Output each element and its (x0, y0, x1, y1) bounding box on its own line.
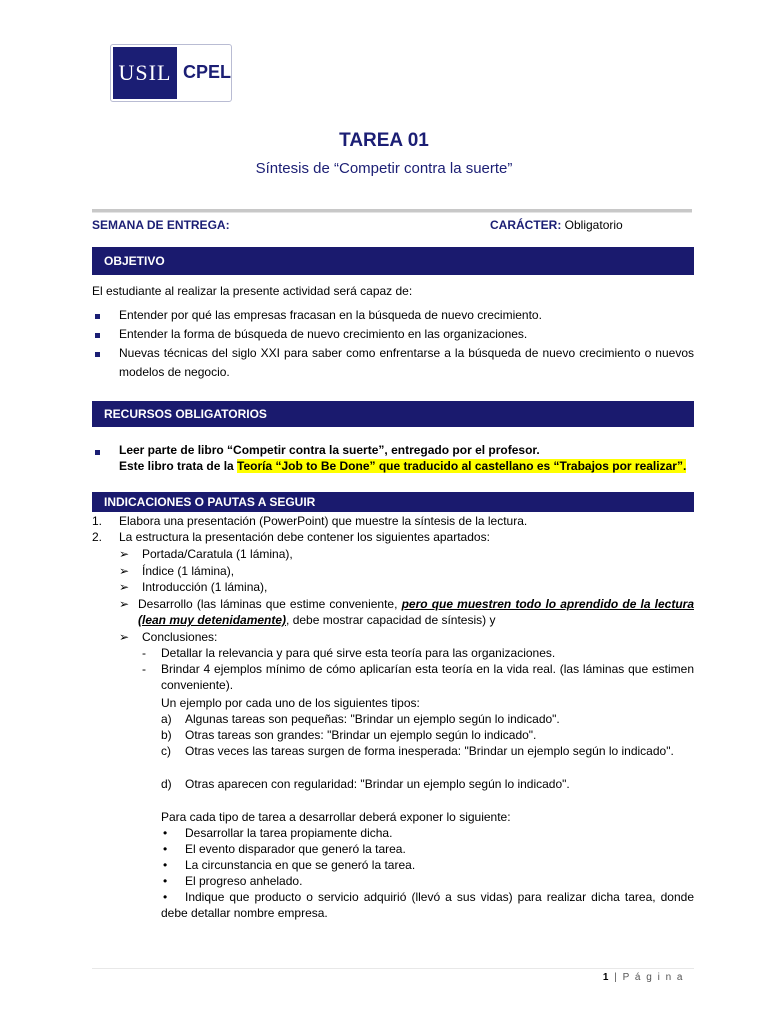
tipo-item: Otras tareas son grandes: "Brindar un ejemplo según lo indicado". (185, 728, 537, 742)
apartado-item: Introducción (1 lámina), (142, 580, 268, 594)
desarrollo-item (138, 596, 694, 628)
conclusiones-label: Conclusiones: (142, 630, 218, 644)
punto-item: La circunstancia en que se generó la tarea. (185, 858, 416, 872)
document-title: TAREA 01 (339, 130, 429, 151)
objetivo-item: Entender la forma de búsqueda de nuevo crecimiento en las organizaciones. (119, 327, 528, 341)
indicaciones-header: INDICACIONES O PAUTAS A SEGUIR (92, 492, 694, 512)
page-label: P á g i n a (622, 972, 684, 983)
objetivo-intro: El estudiante al realizar la presente actividad será capaz de: (92, 284, 413, 298)
caracter-value: Obligatorio (564, 218, 623, 232)
usil-logo-mark: USIL (113, 47, 177, 99)
cpel-logo-text: CPEL (183, 62, 232, 82)
semana-entrega (92, 218, 230, 232)
tipo-item: Otras veces las tareas surgen de forma inesperada: "Brindar un ejemplo según lo indicado". (185, 744, 674, 758)
step-text: La estructura la presentación debe contener los siguientes apartados: (119, 530, 490, 544)
recursos-text (119, 442, 694, 474)
recursos-header: RECURSOS OBLIGATORIOS (92, 401, 694, 427)
arrow-bullet-icon: ➢ (119, 630, 130, 644)
bullet-square-icon (95, 314, 100, 319)
page-number: 1 (602, 972, 610, 983)
desarrollo-text-a: Desarrollo (las láminas que estime conveniente, (138, 597, 402, 611)
recursos-highlight: Teoría “Job to Be Done” que traducido al castellano es “Trabajos por realizar”. (237, 459, 687, 473)
caracter (490, 218, 623, 232)
tipo-letter: b) (161, 728, 172, 742)
objetivo-header: OBJETIVO (92, 247, 694, 275)
objetivo-item: Nuevas técnicas del siglo XXI para saber como enfrentarse a la búsqueda de nuevo crecimiento o nuevos modelos de negocio. (119, 346, 694, 379)
desarrollo-text-c: , debe mostrar capacidad de síntesis) y (286, 613, 496, 627)
arrow-bullet-icon: ➢ (119, 564, 130, 578)
dash-bullet: - (142, 646, 146, 660)
bullet-square-icon (95, 450, 100, 455)
dash-bullet: - (142, 662, 146, 676)
cada-tipo-intro: Para cada tipo de tarea a desarrollar deberá exponer lo siguiente: (161, 810, 511, 824)
semana-entrega-label: SEMANA DE ENTREGA: (92, 218, 230, 232)
tipo-item: Otras aparecen con regularidad: "Brindar un ejemplo según lo indicado". (185, 777, 570, 791)
page-footer (603, 972, 684, 983)
step-text: Elabora una presentación (PowerPoint) que muestre la síntesis de la lectura. (119, 514, 528, 528)
apartado-item: Índice (1 lámina), (142, 564, 235, 578)
arrow-bullet-icon: ➢ (119, 597, 130, 611)
punto-item: El progreso anhelado. (185, 874, 303, 888)
step-number: 1. (92, 514, 103, 528)
dot-bullet-icon: • (163, 858, 168, 872)
recursos-line1: Leer parte de libro “Competir contra la suerte”, entregado por el profesor. (119, 443, 540, 457)
apartado-item: Portada/Caratula (1 lámina), (142, 547, 293, 561)
conclusion-item: Detallar la relevancia y para qué sirve esta teoría para las organizaciones. (161, 646, 556, 660)
document-subtitle: Síntesis de “Competir contra la suerte” (255, 160, 513, 177)
tipos-intro: Un ejemplo por cada uno de los siguientes tipos: (161, 696, 420, 710)
tipo-letter: a) (161, 712, 172, 726)
tipo-letter: d) (161, 777, 172, 791)
punto-item: Indique que producto o servicio adquirió (llevó a sus vidas) para realizar dicha tarea, donde debe detallar nombre empresa. (161, 890, 694, 920)
desarrollo-emphasis: pero que muestren todo lo aprendido de la lectura (lean muy detenidamente) (138, 597, 694, 627)
objetivo-item: Entender por qué las empresas fracasan en la búsqueda de nuevo crecimiento. (119, 308, 542, 322)
dot-bullet-icon: • (163, 826, 168, 840)
dot-bullet-icon: • (163, 842, 168, 856)
conclusion-item: Brindar 4 ejemplos mínimo de cómo aplicarían esta teoría en la vida real. (las láminas que estimen conveniente). (161, 662, 694, 692)
usil-cpel-logo (110, 44, 232, 102)
dot-bullet-icon: • (163, 890, 168, 904)
step-number: 2. (92, 530, 103, 544)
dot-bullet-icon: • (163, 874, 168, 888)
tipo-item: Algunas tareas son pequeñas: "Brindar un ejemplo según lo indicado". (185, 712, 560, 726)
header-divider (92, 209, 692, 213)
punto-item: El evento disparador que generó la tarea. (185, 842, 406, 856)
tipo-letter: c) (161, 744, 171, 758)
arrow-bullet-icon: ➢ (119, 580, 130, 594)
footer-divider (92, 968, 694, 969)
punto-item: Desarrollar la tarea propiamente dicha. (185, 826, 393, 840)
bullet-square-icon (95, 333, 100, 338)
footer-separator: | (609, 972, 623, 983)
caracter-label: CARÁCTER: (490, 218, 562, 232)
bullet-square-icon (95, 352, 100, 357)
arrow-bullet-icon: ➢ (119, 547, 130, 561)
recursos-line2: Este libro trata de la (119, 459, 238, 473)
